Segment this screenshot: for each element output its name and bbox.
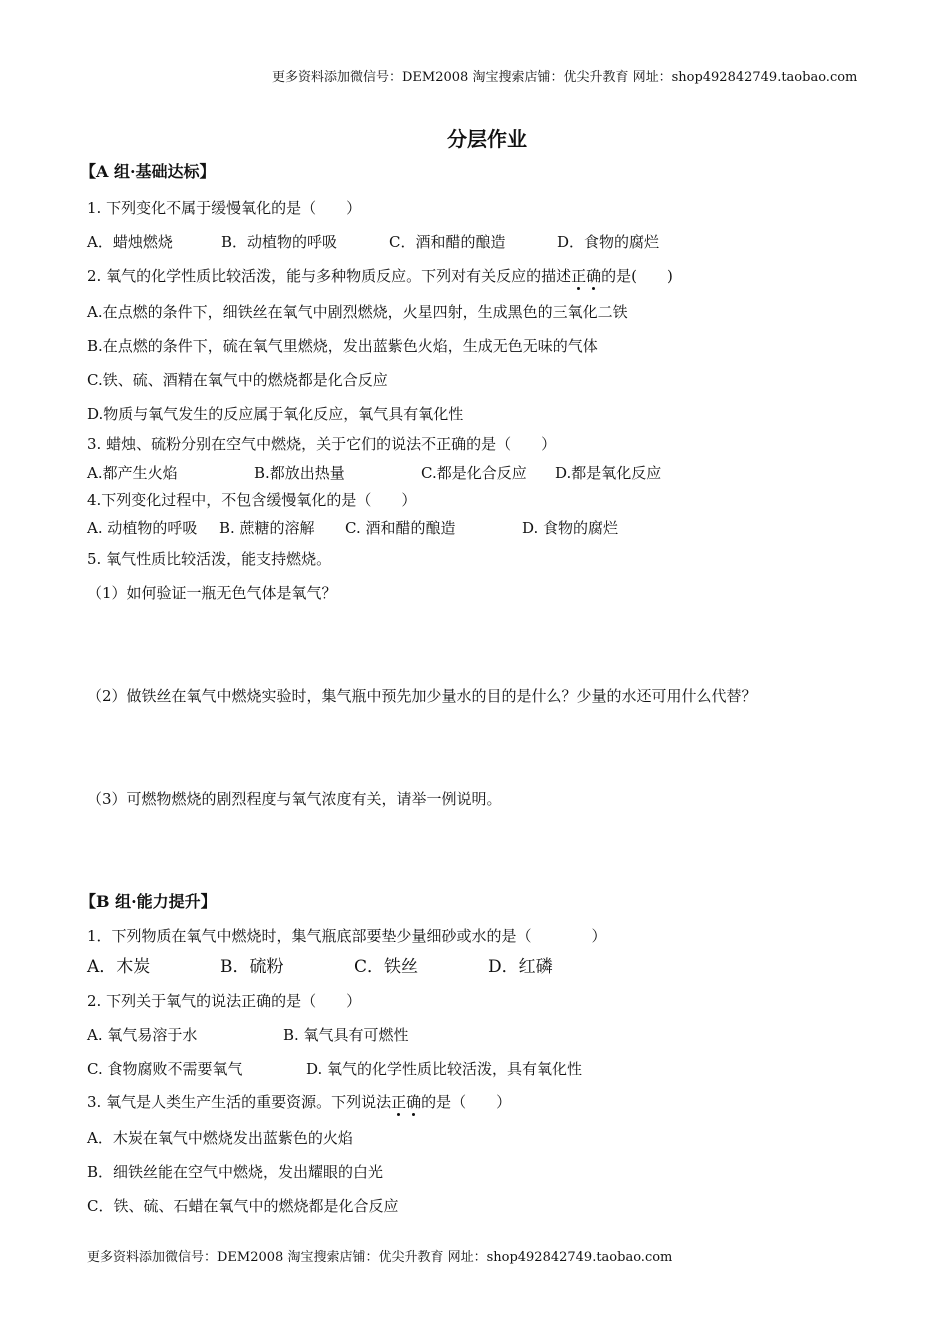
a-q3-options (87, 463, 661, 483)
b-q2-options-row1 (87, 1025, 409, 1045)
b-q2-options-row2 (87, 1059, 582, 1079)
a-q1-options (87, 232, 659, 252)
b-q3-option-a: A．木炭在氧气中燃烧发出蓝紫色的火焰 (87, 1129, 353, 1147)
b-q2-option-b: B. 氧气具有可燃性 (283, 1026, 409, 1044)
a-q2-option-b: B.在点燃的条件下，硫在氧气里燃烧，发出蓝紫色火焰，生成无色无味的气体 (87, 337, 598, 355)
b-q2-option-c: C. 食物腐败不需要氧气 (87, 1060, 243, 1078)
b-q1-option-d: D．红磷 (488, 957, 553, 977)
a-q2-stem (87, 266, 673, 286)
a-q2-stem-before: 2. 氧气的化学性质比较活泼，能与多种物质反应。下列对有关反应的描述 (87, 267, 572, 285)
a-q2-option-a: A.在点燃的条件下，细铁丝在氧气中剧烈燃烧，火星四射，生成黑色的三氧化二铁 (87, 303, 628, 321)
a-q4-option-a: A. 动植物的呼吸 (87, 519, 198, 537)
page-title: 分层作业 (447, 127, 527, 151)
a-q5-sub1: （1）如何验证一瓶无色气体是氧气？ (87, 584, 337, 602)
a-q4-options (87, 518, 618, 538)
b-q1-option-c: C．铁丝 (354, 957, 419, 977)
b-q2-stem: 2. 下列关于氧气的说法正确的是（ ） (87, 992, 362, 1010)
a-q1-option-b: B．动植物的呼吸 (221, 233, 338, 251)
page-footer: 更多资料添加微信号：DEM2008 淘宝搜索店铺：优尖升教育 网址：shop492842749.taobao.com (87, 1250, 673, 1265)
a-q1-option-a: A．蜡烛燃烧 (87, 233, 173, 251)
a-q4-option-c: C. 酒和醋的酿造 (345, 519, 456, 537)
b-q3-emphasis-2: 确 (406, 1093, 422, 1111)
a-q1-option-d: D．食物的腐烂 (557, 233, 660, 251)
a-q3-option-b: B.都放出热量 (254, 464, 345, 482)
a-q2-emphasis-2: 确 (586, 267, 602, 285)
group-b-heading: 【B 组·能力提升】 (80, 892, 217, 911)
group-a-heading: 【A 组·基础达标】 (80, 162, 216, 181)
b-q1-option-b: B．硫粉 (220, 957, 284, 977)
a-q5-sub2: （2）做铁丝在氧气中燃烧实验时，集气瓶中预先加少量水的目的是什么？少量的水还可用什么代替？ (87, 687, 757, 705)
a-q1-option-c: C．酒和醋的酿造 (389, 233, 506, 251)
b-q3-option-b: B．细铁丝能在空气中燃烧，发出耀眼的白光 (87, 1163, 384, 1181)
a-q5-stem: 5. 氧气性质比较活泼，能支持燃烧。 (87, 550, 332, 568)
b-q1-stem: 1．下列物质在氧气中燃烧时，集气瓶底部要垫少量细砂或水的是（ ） (87, 927, 607, 945)
a-q1-stem: 1. 下列变化不属于缓慢氧化的是（ ） (87, 199, 362, 217)
b-q3-emphasis-1: 正 (391, 1093, 407, 1111)
a-q3-option-d: D.都是氧化反应 (555, 464, 662, 482)
a-q3-stem: 3. 蜡烛、硫粉分别在空气中燃烧，关于它们的说法不正确的是（ ） (87, 435, 557, 453)
b-q3-stem-before: 3. 氧气是人类生产生活的重要资源。下列说法 (87, 1093, 392, 1111)
a-q2-emphasis-1: 正 (571, 267, 587, 285)
a-q4-option-d: D. 食物的腐烂 (522, 519, 619, 537)
a-q2-stem-after: 的是( ) (601, 267, 673, 285)
a-q4-option-b: B. 蔗糖的溶解 (219, 519, 315, 537)
b-q2-option-d: D. 氧气的化学性质比较活泼，具有氧化性 (306, 1060, 583, 1078)
a-q3-option-a: A.都产生火焰 (87, 464, 178, 482)
b-q2-option-a: A. 氧气易溶于水 (87, 1026, 198, 1044)
page-header: 更多资料添加微信号：DEM2008 淘宝搜索店铺：优尖升教育 网址：shop492842749.taobao.com (272, 70, 858, 85)
a-q5-sub3: （3）可燃物燃烧的剧烈程度与氧气浓度有关，请举一例说明。 (87, 790, 502, 808)
b-q3-option-c: C．铁、硫、石蜡在氧气中的燃烧都是化合反应 (87, 1197, 399, 1215)
b-q3-stem (87, 1092, 511, 1112)
a-q4-stem: 4.下列变化过程中，不包含缓慢氧化的是（ ） (87, 491, 417, 509)
a-q3-option-c: C.都是化合反应 (421, 464, 527, 482)
b-q1-option-a: A．木炭 (87, 957, 151, 977)
a-q2-option-d: D.物质与氧气发生的反应属于氧化反应，氧气具有氧化性 (87, 405, 464, 423)
a-q2-option-c: C.铁、硫、酒精在氧气中的燃烧都是化合反应 (87, 371, 388, 389)
b-q1-options (87, 957, 553, 977)
b-q3-stem-after: 的是（ ） (421, 1093, 512, 1111)
